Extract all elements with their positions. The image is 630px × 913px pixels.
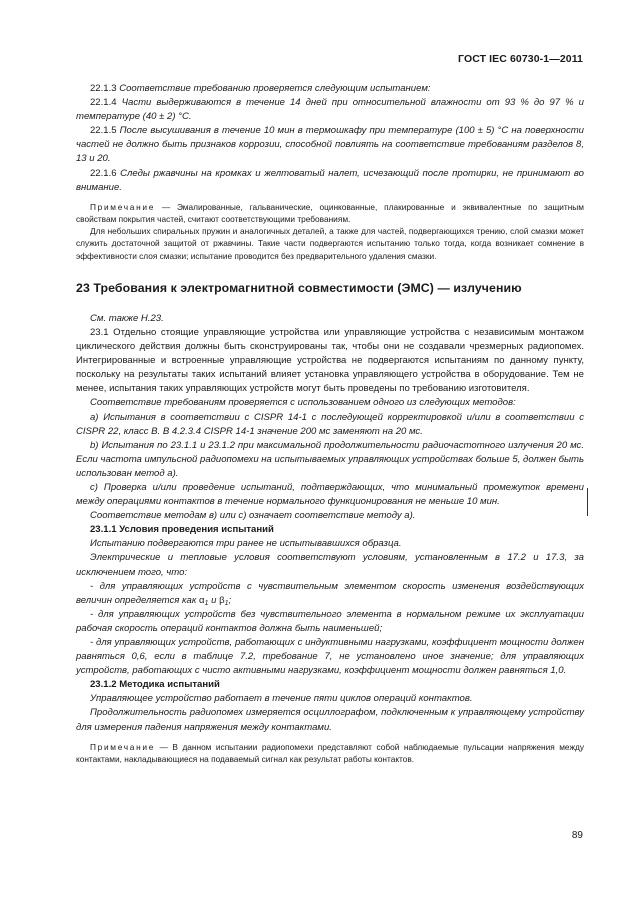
method-a: а) Испытания в соответствии с CISPR 14-1 с последующей корректировкой и/или в соответствии с CISPR 22, класс В. В 4.2.3.4 CISPR 14-1 значение 200 мс заменяют на 20 мс.: [76, 411, 584, 437]
test-conditions: Электрические и тепловые условия соответствуют условиям, установленным в 17.2 и 17.3, за исключением того, что:: [76, 552, 584, 578]
page-content: [76, 82, 584, 765]
page-number: 89: [571, 830, 583, 841]
compliance-note: Соответствие методам в) или с) означает соответствие методу а).: [90, 510, 416, 522]
clause-22-1-5: 22.1.5 После высушивания в течение 10 мин в термошкафу при температуре (100 ± 5) °С на поверхности частей не должно быть признаков коррозии, способной повлиять на соответствие требованиям разделов 8, 13 и 20.: [76, 125, 584, 165]
test-samples: Испытанию подвергаются три ранее не испытывавшихся образца.: [90, 538, 402, 550]
clause-22-1-6: 22.1.6 Следы ржавчины на кромках и желтоватый налет, исчезающий после протирки, не принимают во внимание.: [76, 167, 584, 193]
change-bar: [587, 488, 588, 516]
clause-23-1: 23.1 Отдельно стоящие управляющие устройства или управляющие устройства с независимым монтажом циклического действия должны быть сконструированы так, чтобы они не создавали чрезмерных радиопомех. Интегрированные и встроенные управляющие устройства не подвергаются испытаниям по данному пункту, поскольку на результаты таких испытаний влияет установка управляющего устройства в оборудование. Тем не менее, испытания таких управляющих устройств могут быть проведены по требованию изготовителя.: [76, 326, 584, 395]
method-c: с) Проверка и/или проведение испытаний, подтверждающих, что минимальный промежуток времени между операциями контактов в течение нормального функционирования не меньше 10 мин.: [76, 481, 584, 508]
see-also: См. также Н.23.: [90, 312, 164, 324]
condition-inductive-loads: - для управляющих устройств, работающих с индуктивными нагрузками, коэффициент мощности должен равняться 0,6, если в таблице 7.2, требование 7, не установлено иное значение; для управляющих устройств, работающих с чисто активными нагрузками, коэффициент мощности должен равняться 1,0.: [76, 637, 584, 677]
subclause-heading-23-1-2: 23.1.2 Методика испытаний: [90, 679, 220, 691]
document-header: ГОСТ IEC 60730-1—2011: [458, 53, 583, 65]
method-cycles: Управляющее устройство работает в течение пяти циклов операций контактов.: [90, 693, 473, 705]
condition-no-sensing-element: - для управляющих устройств без чувствительного элемента в нормальном режиме их эксплуатации рабочая скорость операций контактов должна быть наименьшей;: [76, 608, 584, 634]
method-oscilloscope: Продолжительность радиопомех измеряется осциллографом, подключенным к управляющему устройству для измерения падения напряжения между контактами.: [76, 707, 584, 733]
method-b: b) Испытания по 23.1.1 и 23.1.2 при максимальной продолжительности радиочастотного излучения 20 мс. Если частота импульсной радиопомехи на испытываемых управляющих устройствах больше 5, должен быть использован метод а).: [76, 439, 584, 479]
condition-sensing-element: - для управляющих устройств с чувствительным элементом скорость изменения воздействующих величин определяется как $\alpha_1$ и $\beta_1$;: [76, 580, 584, 607]
clause-22-1-4: 22.1.4 Части выдерживаются в течение 14 дней при относительной влажности от 93 % до 97 % и температуре (40 ± 2) °С.: [76, 97, 584, 123]
section-heading-23: 23 Требования к электромагнитной совместимости (ЭМС) — излучению: [76, 280, 522, 295]
compliance-methods: Соответствие требованиям проверяется с использованием одного из следующих методов:: [90, 397, 516, 409]
clause-22-1-3: 22.1.3 Соответствие требованию проверяется следующим испытанием:: [90, 83, 431, 94]
subclause-heading-23-1-1: 23.1.1 Условия проведения испытаний: [90, 524, 274, 536]
note-coatings: Примечание — Эмалированные, гальванические, оцинкованные, плакированные и эквивалентные по защитным свойствам покрытия частей, считают соответствующими требованиям.: [76, 201, 584, 224]
note-lubrication: Для небольших спиральных пружин и аналогичных деталей, а также для частей, подвергающихся трению, слой смазки может служить достаточной защитой от ржавчины. Такие части подвергаются испытанию только тогда, когда возникает сомнение в эффективности слоя смазки; испытание проводится без предварительного удаления смазки.: [76, 226, 584, 261]
note-radio-interference: Примечание — В данном испытании радиопомехи представляют собой наблюдаемые пульсации напряжения между контактами, накладывающиеся на подаваемый сигнал как результат работы контактов.: [76, 741, 584, 764]
